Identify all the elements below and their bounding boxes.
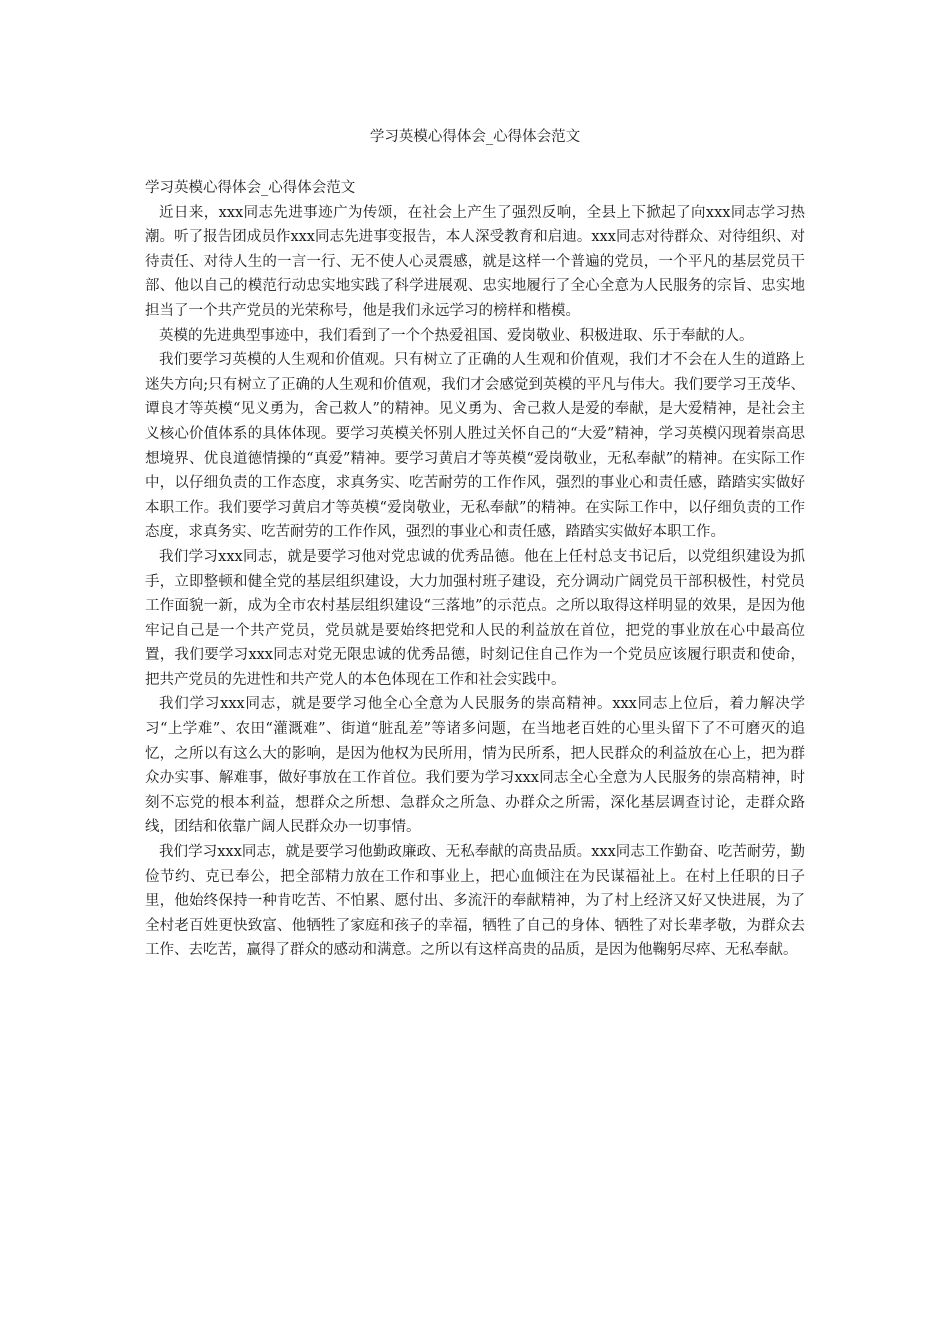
- paragraph-2: 英模的先进典型事迹中，我们看到了一个个热爱祖国、爱岗敬业、积极进取、乐于奉献的人。: [159, 327, 754, 344]
- document-title: 学习英模心得体会_心得体会范文: [369, 129, 581, 145]
- document-subtitle: 学习英模心得体会_心得体会范文: [145, 180, 356, 196]
- paragraph-1: 近日来，xxx同志先进事迹广为传颂，在社会上产生了强烈反响，全县上下掀起了向xxx同志学习热潮。听了报告团成员作xxx同志先进事变报告，本人深受教育和启迪。xxx同志对待群众、对待组织、对待责任、对待人生的一言一行、无不使人心灵震感，就是这样一个普遍的党员，一个平凡的基层党员干部、他以自己的模范行动忠实地实践了科学进展观、忠实地履行了全心全意为人民服务的宗旨、忠实地担当了一个共产党员的光荣称号，他是我们永远学习的榜样和楷模。: [145, 204, 805, 319]
- paragraph-3: 我们要学习英模的人生观和价值观。只有树立了正确的人生观和价值观，我们才不会在人生的道路上迷失方向;只有树立了正确的人生观和价值观，我们才会感觉到英模的平凡与伟大。我们要学习王茂华、谭良才等英模“见义勇为，舍己救人”的精神。见义勇为、舍己救人是爱的奉献，是大爱精神，是社会主义核心价值体系的具体体现。要学习英模关怀别人胜过关怀自己的“大爱”精神，学习英模闪现着崇高思想境界、优良道德情操的“真爱”精神。要学习黄启才等英模“爱岗敬业，无私奉献”的精神。在实际工作中，以仔细负责的工作态度，求真务实、吃苦耐劳的工作作风，强烈的事业心和责任感，踏踏实实做好本职工作。我们要学习黄启才等英模“爱岗敬业，无私奉献”的精神。在实际工作中，以仔细负责的工作态度，求真务实、吃苦耐劳的工作作风，强烈的事业心和责任感，踏踏实实做好本职工作。: [145, 352, 805, 541]
- document-body: [145, 176, 805, 963]
- paragraph-4: 我们学习xxx同志，就是要学习他对党忠诚的优秀品德。他在上任村总支书记后，以党组织建设为抓手，立即整顿和健全党的基层组织建设，大力加强村班子建设，充分调动广阔党员干部积极性，村党员工作面貌一新，成为全市农村基层组织建设“三落地”的示范点。之所以取得这样明显的效果，是因为他牢记自己是一个共产党员，党员就是要始终把党和人民的利益放在首位，把党的事业放在心中最高位置，我们要学习xxx同志对党无限忠诚的优秀品德，时刻记住自己作为一个党员应该履行职责和使命，把共产党员的先进性和共产党人的本色体现在工作和社会实践中。: [145, 548, 805, 688]
- paragraph-6: 我们学习xxx同志，就是要学习他勤政廉政、无私奉献的高贵品质。xxx同志工作勤奋、吃苦耐劳，勤俭节约、克已奉公，把全部精力放在工作和事业上，把心血倾注在为民谋福祉上。在村上任职的日子里，他始终保持一种肯吃苦、不怕累、愿付出、多流汗的奉献精神，为了村上经济又好又快进展，为了全村老百姓更快致富、他牺牲了家庭和孩子的幸福，牺牲了自己的身体、牺牲了对长辈孝敬，为群众去工作、去吃苦，赢得了群众的感动和满意。之所以有这样高贵的品质，是因为他鞠躬尽瘁、无私奉献。: [145, 844, 805, 959]
- paragraph-5: 我们学习xxx同志，就是要学习他全心全意为人民服务的崇高精神。xxx同志上位后，着力解决学习“上学难”、农田“灌溉难”、街道“脏乱差”等诸多问题，在当地老百姓的心里头留下了不可磨灭的追忆，之所以有这么大的影响，是因为他权为民所用，情为民所系，把人民群众的利益放在心上，把为群众办实事、解难事，做好事放在工作首位。我们要为学习xxx同志全心全意为人民服务的崇高精神，时刻不忘党的根本利益，想群众之所想、急群众之所急、办群众之所需，深化基层调查讨论，走群众路线，团结和依靠广阔人民群众办一切事情。: [145, 696, 805, 836]
